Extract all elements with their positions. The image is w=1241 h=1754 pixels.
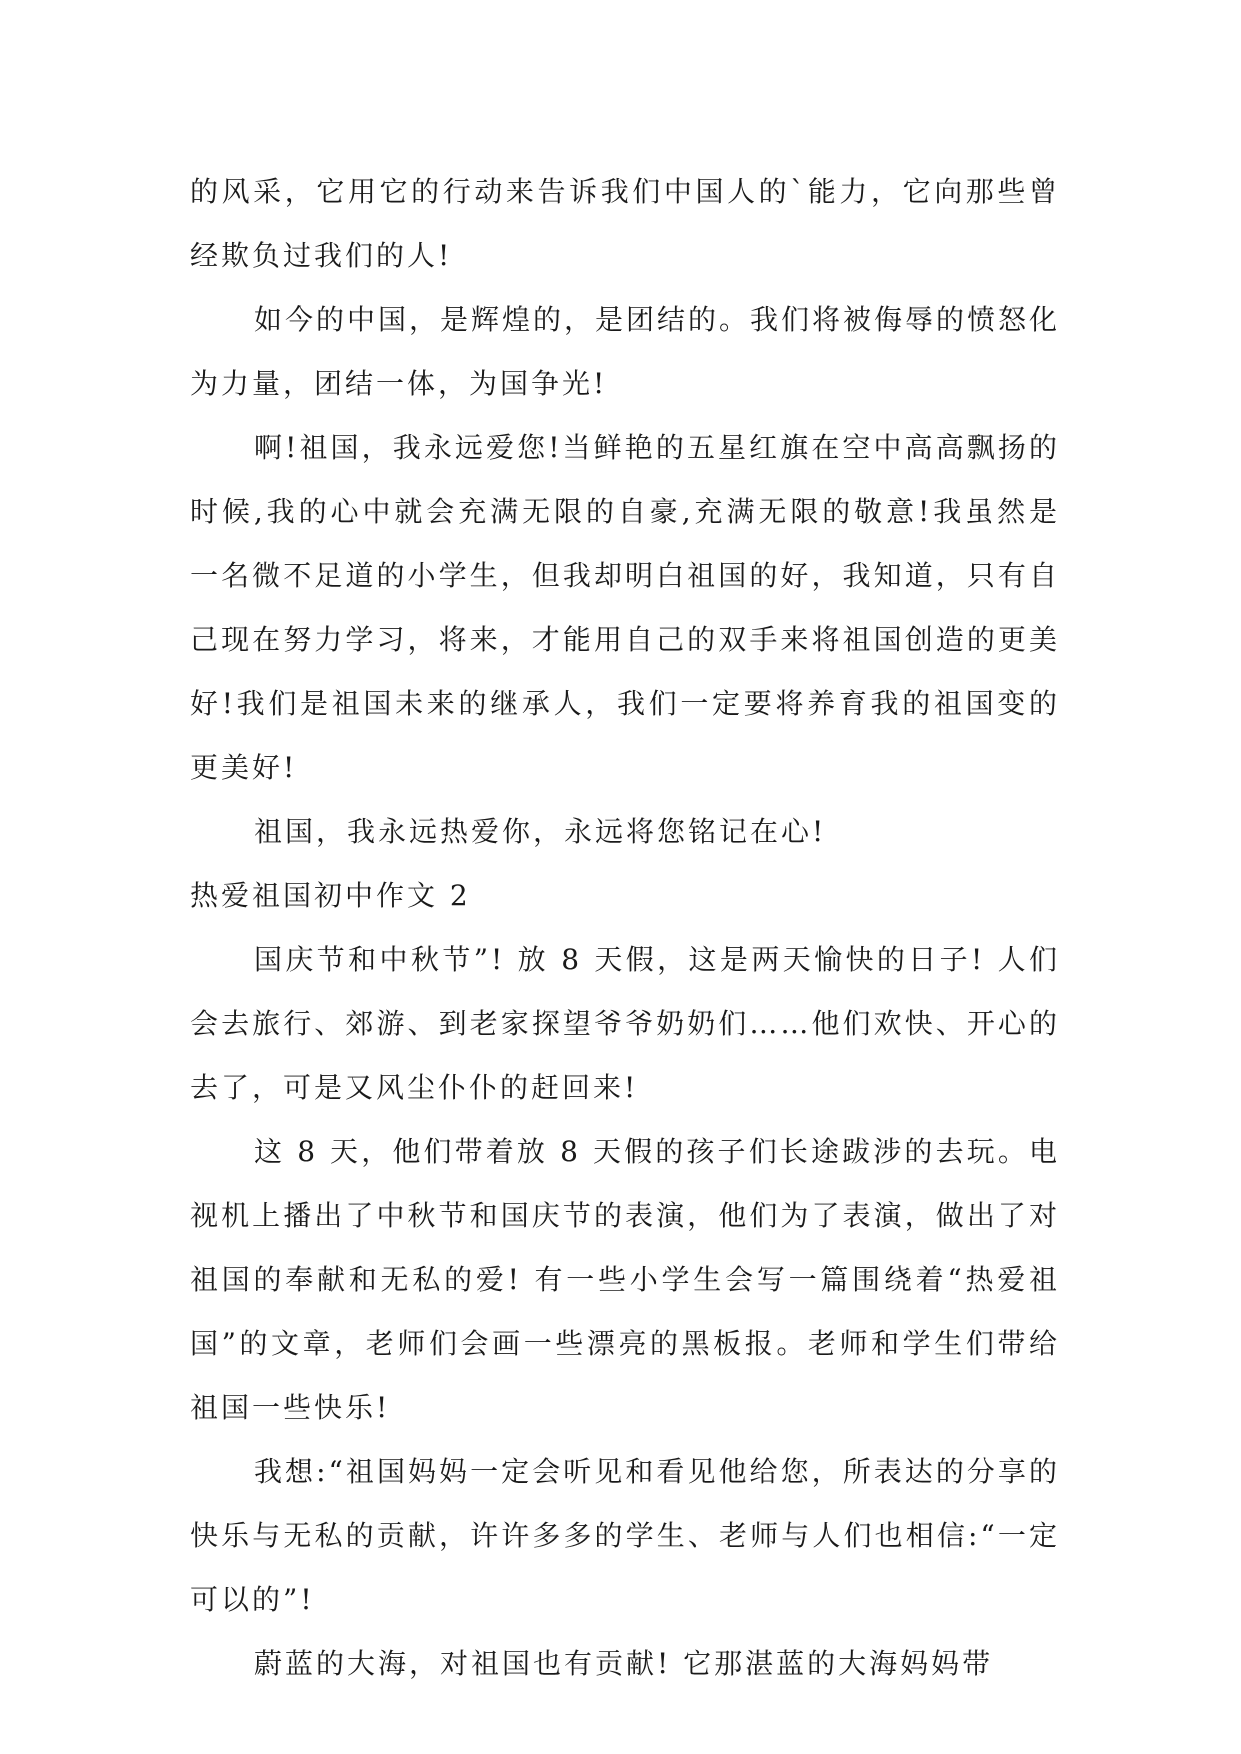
section-heading: 热爱祖国初中作文 2 — [190, 879, 471, 912]
paragraph: 这 8 天，他们带着放 8 天假的孩子们长途跋涉的去玩。电视机上播出了中秋节和国庆节的表演，他们为了表演，做出了对祖国的奉献和无私的爱! 有一些小学生会写一篇围绕着“热爱祖国”的文章，老师们会画一些漂亮的黑板报。老师和学生们带给祖国一些快乐! — [190, 1135, 1060, 1424]
paragraph: 祖国，我永远热爱你，永远将您铭记在心! — [254, 815, 827, 848]
paragraph: 蔚蓝的大海，对祖国也有贡献! 它那湛蓝的大海妈妈带 — [254, 1647, 994, 1680]
paragraph: 如今的中国，是辉煌的，是团结的。我们将被侮辱的愤怒化为力量，团结一体，为国争光! — [190, 303, 1061, 400]
paragraph-continuation: 的风采，它用它的行动来告诉我们中国人的`能力，它向那些曾经欺负过我们的人! — [190, 175, 1060, 272]
paragraph: 我想:“祖国妈妈一定会听见和看见他给您，所表达的分享的快乐与无私的贡献，许许多多的学生、老师与人们也相信:“一定可以的”! — [190, 1455, 1060, 1616]
paragraph: 啊!祖国，我永远爱您!当鲜艳的五星红旗在空中高高飘扬的时候,我的心中就会充满无限的自豪,充满无限的敬意!我虽然是一名微不足道的小学生，但我却明白祖国的好，我知道，只有自己现在努力学习，将来，才能用自己的双手来将祖国创造的更美好!我们是祖国未来的继承人，我们一定要将养育我的祖国变的更美好! — [190, 431, 1060, 784]
paragraph: 国庆节和中秋节”! 放 8 天假，这是两天愉快的日子! 人们会去旅行、郊游、到老家探望爷爷奶奶们……他们欢快、开心的去了，可是又风尘仆仆的赶回来! — [190, 943, 1060, 1104]
document-body — [190, 160, 1060, 1696]
